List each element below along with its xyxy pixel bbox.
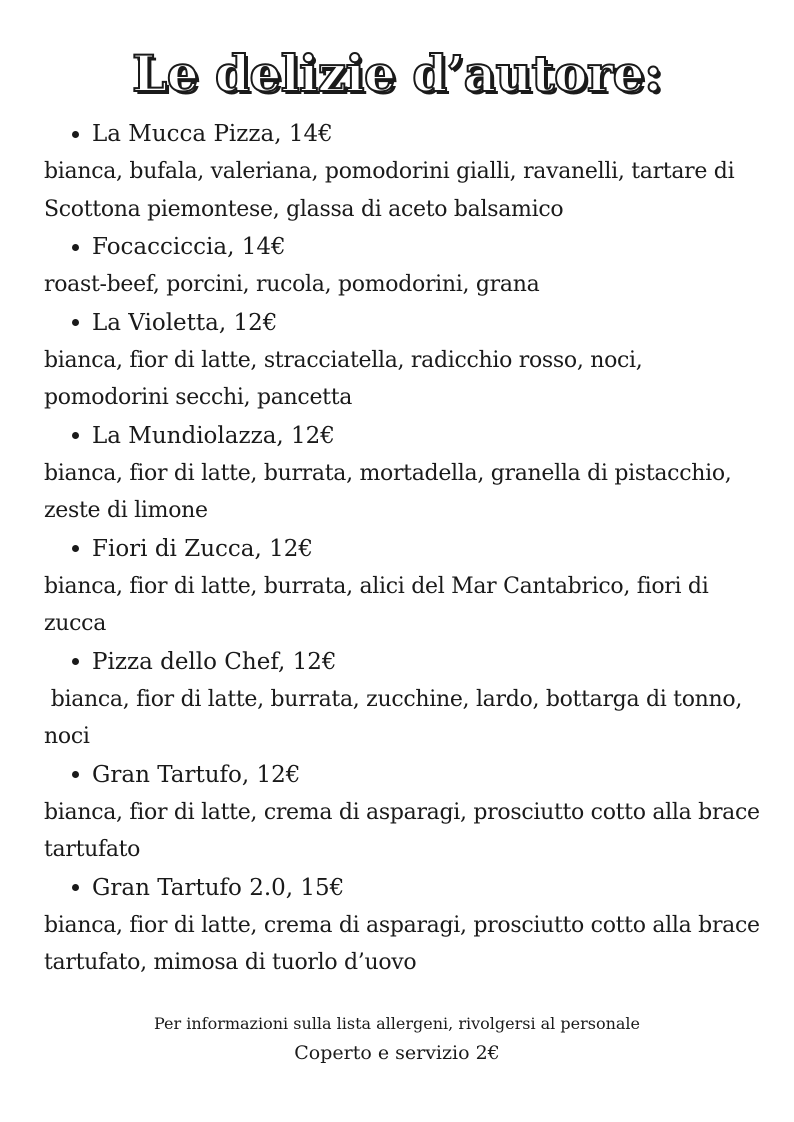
bullet-icon xyxy=(72,884,79,891)
menu-item-name: Gran Tartufo, 12€ xyxy=(92,761,301,788)
menu-item-description: bianca, fior di latte, stracciatella, radicchio rosso, noci, pomodorini secchi, pancetta xyxy=(44,347,643,410)
allergen-note: Per informazioni sulla lista allergeni, rivolgersi al personale xyxy=(153,1014,641,1033)
menu-item-description: bianca, fior di latte, burrata, mortadella, granella di pistacchio, zeste di limone xyxy=(44,460,732,523)
menu-item xyxy=(44,417,764,530)
bullet-icon xyxy=(72,658,79,665)
bullet-icon xyxy=(72,244,79,251)
menu-item xyxy=(44,643,764,756)
bullet-icon xyxy=(72,319,79,326)
bullet-icon xyxy=(72,545,79,552)
menu-item-name: Gran Tartufo 2.0, 15€ xyxy=(92,874,345,901)
menu-item-name: La Mundiolazza, 12€ xyxy=(92,422,335,449)
menu-item-description: roast-beef, porcini, rucola, pomodorini, grana xyxy=(44,272,540,297)
menu-item xyxy=(44,869,764,982)
menu-item-description: bianca, fior di latte, crema di asparagi, prosciutto cotto alla brace tartufato xyxy=(44,799,760,862)
menu-item-name: La Mucca Pizza, 14€ xyxy=(92,121,333,147)
menu-item-name: Pizza dello Chef, 12€ xyxy=(92,648,337,675)
menu-items-list xyxy=(44,115,764,982)
menu-item xyxy=(44,530,764,643)
menu-item-description: bianca, bufala, valeriana, pomodorini gialli, ravanelli, tartare di Scottona piemontese, glassa di aceto balsamico xyxy=(44,159,735,222)
coperto-note: Coperto e servizio 2€ xyxy=(294,1042,500,1064)
menu-item-name: La Violetta, 12€ xyxy=(92,309,278,336)
menu-item-description: bianca, fior di latte, burrata, zucchine, lardo, bottarga di tonno, noci xyxy=(44,686,749,749)
menu-item-name: Focacciccia, 14€ xyxy=(92,234,286,260)
menu-item xyxy=(44,304,764,417)
bullet-icon xyxy=(72,131,79,138)
bullet-icon xyxy=(72,432,79,439)
menu-item-name: Fiori di Zucca, 12€ xyxy=(92,535,314,562)
bullet-icon xyxy=(72,771,79,778)
menu-item xyxy=(44,115,764,228)
menu-item xyxy=(44,228,764,304)
menu-title: Le delizie d’autore: xyxy=(132,44,662,103)
menu-item-description: bianca, fior di latte, burrata, alici del Mar Cantabrico, fiori di zucca xyxy=(44,573,709,636)
menu-item-description: bianca, fior di latte, crema di asparagi, prosciutto cotto alla brace tartufato, mimosa di tuorlo d’uovo xyxy=(44,912,760,975)
menu-item xyxy=(44,756,764,869)
